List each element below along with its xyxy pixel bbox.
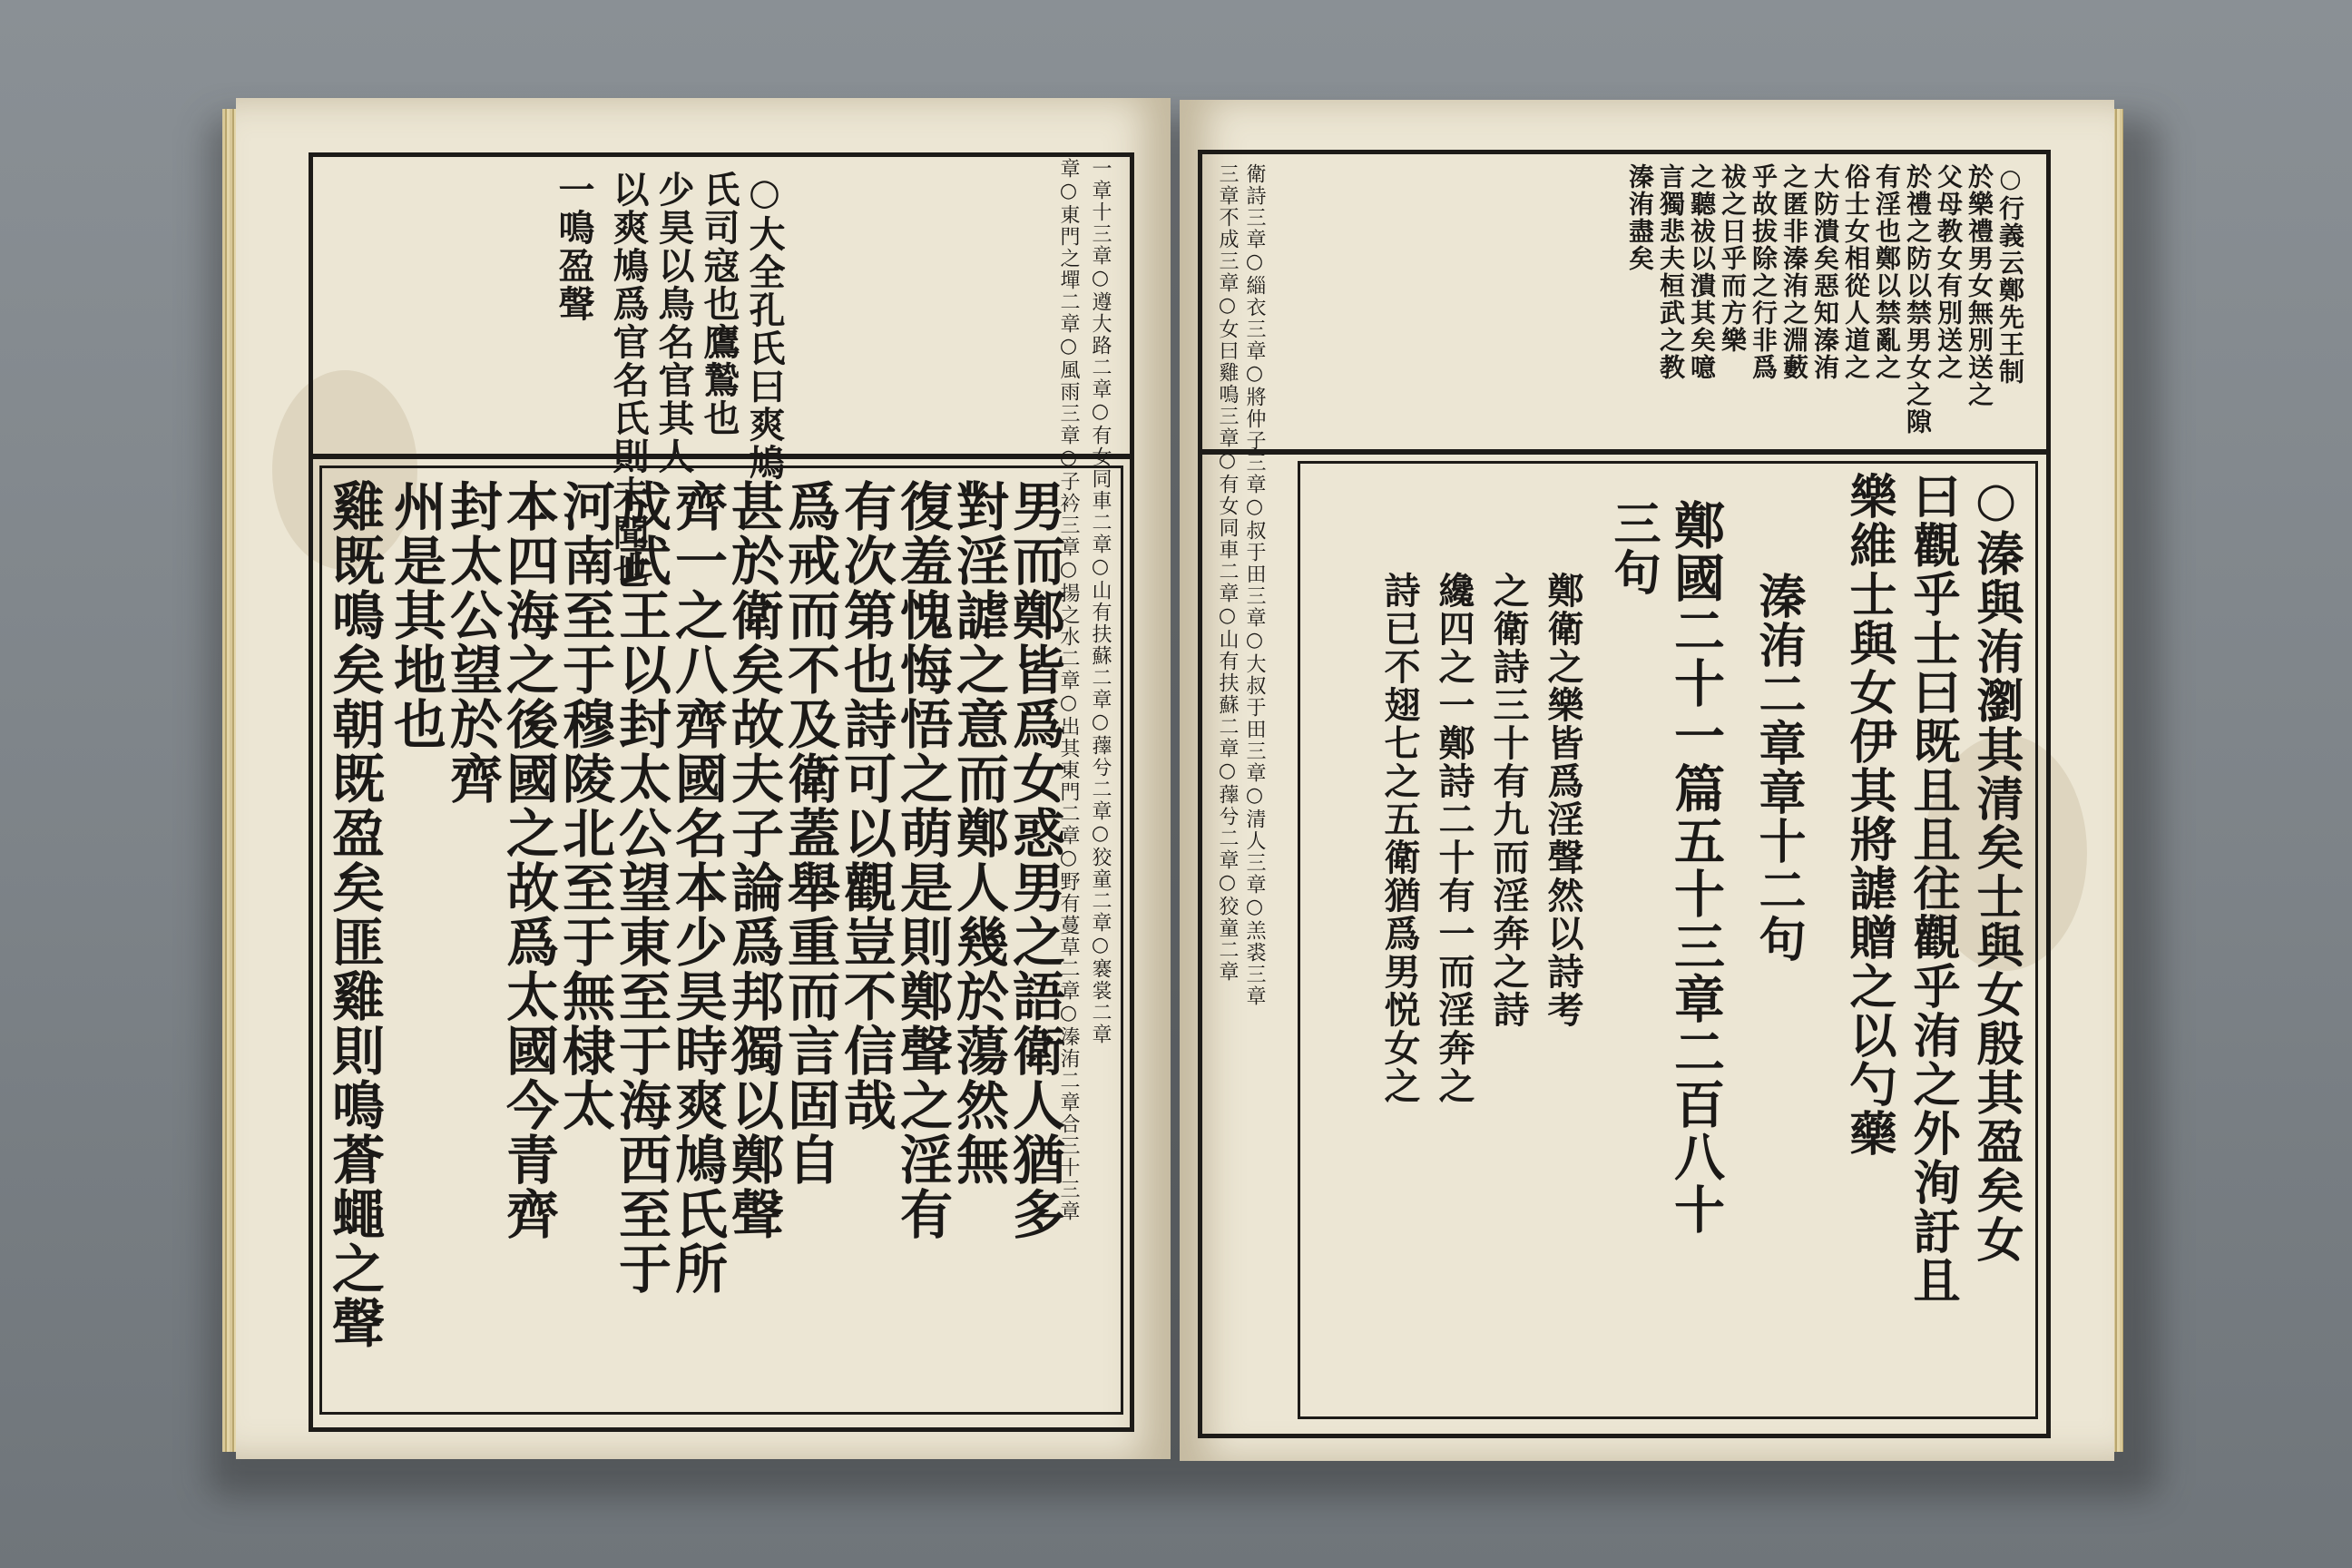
note-column: 溱洧盡矣	[1625, 163, 1655, 272]
chapter-list: 章○東門之墠二章○風雨三章○子衿三章○揚之水二章○出其東門二章○野有蔓草二章○溱洧二章合三十三章	[1057, 158, 1080, 1222]
text-column: 齊一之八齊國名本少昊時爽鳩氏所	[666, 479, 728, 1296]
note-column: 乎故拔除之行非爲	[1749, 163, 1779, 381]
chapter-list: 三章不成三章○女曰雞鳴三章○有女同車二章○山有扶蘇二章○蘀兮二章○狡童二章	[1216, 163, 1239, 983]
text-column: ○溱與洧瀏其清矣士與女殷其盈矣女	[1968, 472, 2024, 1264]
text-column: 雞既鳴矣朝既盈矣匪雞則鳴蒼蠅之聲	[323, 479, 385, 1350]
note-column: 氏司寇也鷹鷙也	[698, 171, 740, 437]
note-column: ○行義云鄭先王制	[1995, 163, 2025, 386]
text-column: 鄭國二十一篇五十三章二百八十	[1666, 499, 1726, 1236]
text-column: 甚於衛矣故夫子論爲邦獨以鄭聲	[722, 479, 784, 1241]
left-page	[236, 98, 1171, 1459]
note-column: 少昊以鳥名官其人	[652, 171, 695, 475]
text-column: 男而鄭皆爲女惑男之語衛人猶多	[1004, 479, 1065, 1241]
note-column: 俗士女相從人道之	[1841, 163, 1871, 381]
note-column: 於樂禮男女無別送之	[1965, 163, 1994, 408]
note-column: 之匿非溱洧之淵藪	[1779, 163, 1809, 381]
text-column: 鄭衛之樂皆爲淫聲然以詩考	[1542, 572, 1584, 1029]
text-column: 對淫謔之意而鄭人幾於蕩然無	[947, 479, 1009, 1187]
text-column: 之衛詩三十有九而淫奔之詩	[1487, 572, 1530, 1029]
note-column: 之聽祓以潰其矣噫	[1687, 163, 1717, 381]
text-column: 河南至于穆陵北至于無棣太	[554, 479, 615, 1132]
text-column: 封太公望於齊	[441, 479, 503, 806]
note-column: 言獨悲夫桓武之教	[1656, 163, 1686, 381]
chapter-list: 衛詩三章○緇衣三章○將仲子三章○叔于田三章○大叔于田三章○清人三章○羔裘三章	[1243, 163, 1266, 1007]
right-divider	[1198, 449, 2046, 455]
text-column: 曰觀乎士曰既且且往觀乎洧之外洵訏且	[1905, 472, 1960, 1305]
left-divider	[309, 454, 1130, 459]
text-column: 州是其地也	[385, 479, 446, 751]
text-column: 爲戒而不及衛蓋舉重而言固自	[779, 479, 840, 1187]
note-column: 祓之日乎而方樂	[1718, 163, 1748, 354]
text-column: 溱洧二章章十二句	[1750, 572, 1806, 964]
text-column: 成武王以封太公望東至于海西至于	[610, 479, 671, 1296]
chapter-list: 一章十三章○遵大路二章○有女同車二章○山有扶蘇二章○蘀兮二章○狡童二章○褰裳二章	[1089, 158, 1112, 1045]
text-column: 有次第也詩可以觀豈不信哉	[835, 479, 897, 1132]
text-column: 纔四之一鄭詩二十有一而淫奔之	[1433, 572, 1475, 1105]
text-column: 詩已不翅七之五衛猶爲男悦女之	[1378, 572, 1421, 1105]
note-column: 大防潰矣惡知溱洧	[1810, 163, 1840, 381]
note-column: 於禮之防以禁男女之隙	[1903, 163, 1933, 436]
text-column: 本四海之後國之故爲太國今青齊	[497, 479, 559, 1241]
note-column: 有淫也鄭以禁亂之	[1872, 163, 1902, 381]
note-column: 以爽鳩爲官名氏則未聞也	[607, 171, 650, 590]
note-column: ○大全孔氏曰爽鳩	[743, 171, 786, 482]
note-column: 一鳴盈聲	[553, 171, 595, 323]
text-column: 樂維士與女伊其將謔贈之以勺藥	[1841, 472, 1896, 1158]
text-column: 三句	[1605, 499, 1661, 597]
right-page	[1180, 100, 2114, 1461]
note-column: 父母教女有別送之	[1934, 163, 1964, 381]
text-column: 復羞愧悔悟之萌是則鄭聲之淫有	[891, 479, 953, 1241]
